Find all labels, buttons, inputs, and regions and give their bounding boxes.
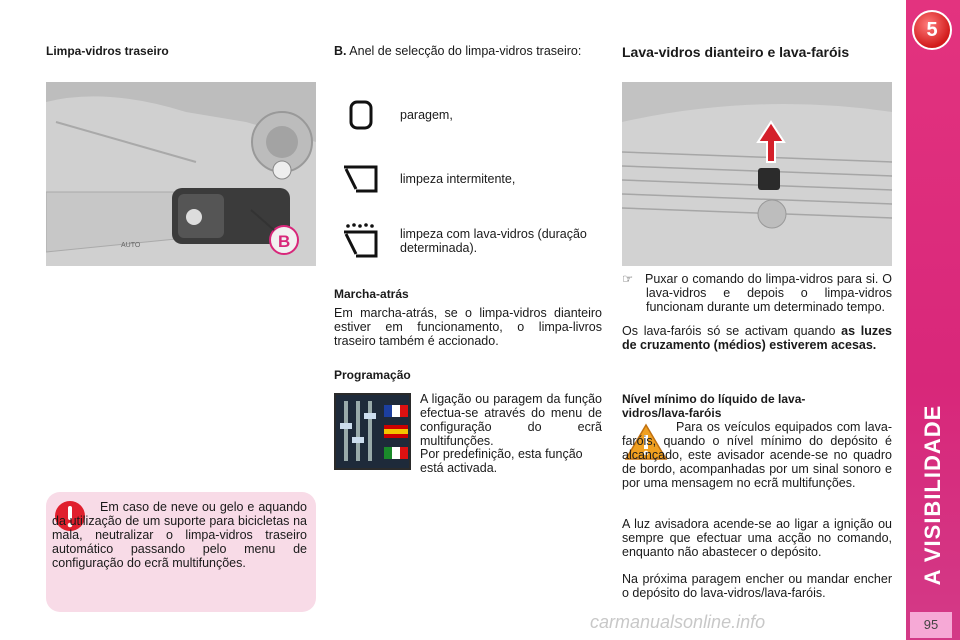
- pointer-bullet-icon: ☞: [622, 272, 634, 286]
- level-text-2: A luz avisadora acende-se ao ligar a ignição ou sempre que efectuar uma acção no comando, enquanto não abastecer o depósito.: [622, 517, 892, 559]
- ring-description: B. Anel de selecção do limpa-vidros traseiro:: [334, 44, 582, 58]
- watermark: carmanualsonline.info: [590, 612, 766, 632]
- option-washer-label: limpeza com lava-vidros (duração determinada).: [400, 227, 587, 255]
- svg-text:AUTO: AUTO: [121, 242, 141, 249]
- level-text-3: Na próxima paragem encher ou mandar encher o depósito do lava-vidros/lava-faróis.: [622, 572, 892, 600]
- grille-illustration: [622, 82, 892, 266]
- rear-wiper-title: Limpa-vidros traseiro: [46, 44, 169, 58]
- settings-screen-thumbnail: [334, 393, 411, 470]
- rear-wiper-stalk-photo: [46, 82, 316, 266]
- front-washer-title: Lava-vidros dianteiro e lava-faróis: [622, 44, 850, 60]
- stalk-illustration: [46, 82, 316, 266]
- sliders-flags-icon: [334, 393, 411, 470]
- rear-wiper-washer-icon: [340, 222, 380, 260]
- option-stop-label: paragem,: [400, 108, 453, 122]
- front-grille-photo: [622, 82, 892, 266]
- rear-wiper-stop-icon: [345, 100, 377, 130]
- reverse-title: Marcha-atrás: [334, 287, 409, 301]
- rear-wiper-intermittent-icon: [340, 163, 380, 195]
- level-title: Nível mínimo do líquido de lava-vidros/lava-faróis: [622, 392, 806, 420]
- programming-title: Programação: [334, 368, 411, 382]
- front-washer-instruction: ☞ Puxar o comando do limpa-vidros para si. O lava-vidros e depois o limpa-vidros funcionam durante um determinado tempo.: [622, 272, 892, 314]
- page-number: 95: [910, 612, 952, 638]
- programming-default-text: Por predefinição, esta função está activada.: [420, 447, 583, 475]
- programming-text: A ligação ou paragem da função efectua-se através do menu de configuração do ecrã multifunções.: [420, 392, 602, 448]
- headlamp-washer-text: Os lava-faróis só se activam quando as luzes de cruzamento (médios) estiverem acesas.: [622, 324, 893, 352]
- svg-text:B: B: [278, 232, 291, 251]
- chapter-badge: 5: [912, 10, 952, 50]
- level-text-1: Para os veículos equipados com lava-faróis, quando o nível mínimo do depósito é alcançado, este avisador acende-se no quadro de bordo, acompanhadas por um sinal sonoro e por uma mensagem no ecrã multifunções.: [622, 420, 892, 490]
- option-intermittent-label: limpeza intermitente,: [400, 172, 516, 186]
- reverse-text: Em marcha-atrás, se o limpa-vidros dianteiro estiver em funcionamento, o limpa-livros traseiro também é accionado.: [334, 306, 602, 348]
- section-title: A VISIBILIDADE: [920, 404, 945, 586]
- snow-warning-text: Em caso de neve ou gelo e aquando da utilização de um suporte para bicicletas na mala, neutralizar o limpa-vidros traseiro automático passando pelo menu de configuração do ecrã multifunções.: [52, 500, 307, 570]
